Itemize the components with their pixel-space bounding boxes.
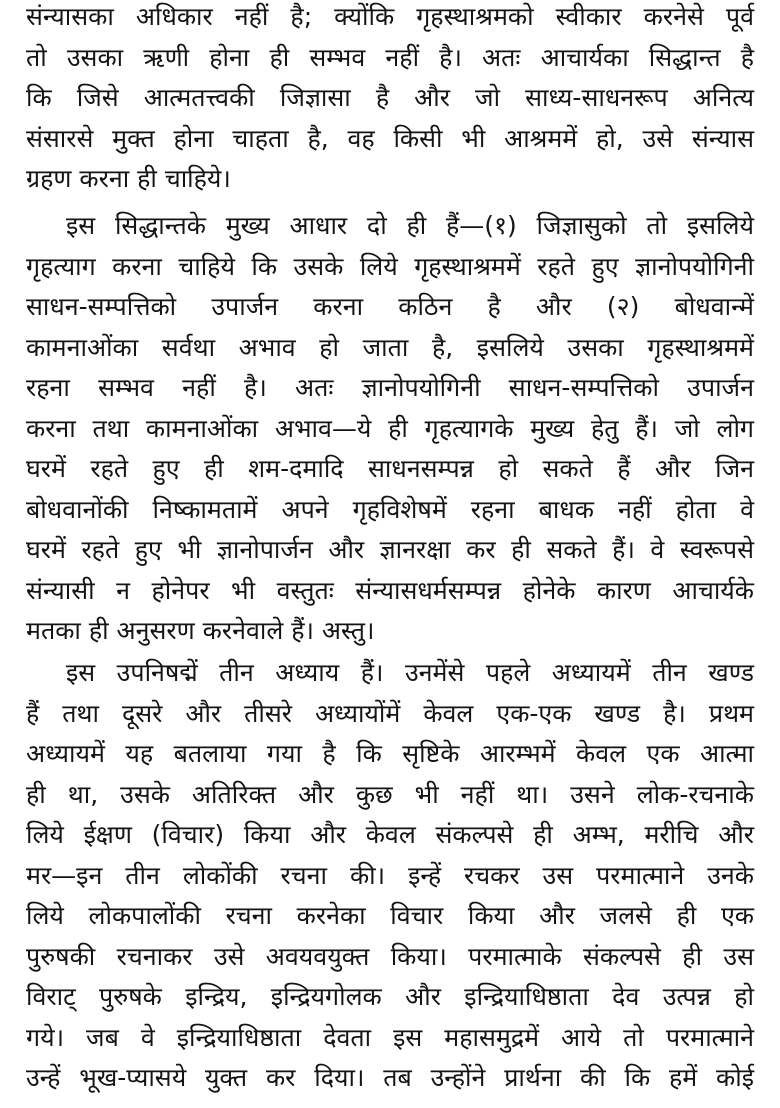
text-line: करना तथा कामनाओंका अभाव—ये ही गृहत्यागके मुख्य हेतु हैं। जो लोग <box>26 413 754 443</box>
text-line: बोधवानोंकी निष्कामतामें अपने गृहविशेषमें रहना बाधक नहीं होता वे <box>26 494 754 524</box>
text-line: तो उसका ऋणी होना ही सम्भव नहीं है। अतः आचार्यका सिद्धान्त है <box>26 42 754 72</box>
text-line: गृहत्याग करना चाहिये कि उसके लिये गृहस्थाश्रममें रहते हुए ज्ञानोपयोगिनी <box>26 251 754 281</box>
text-line: गये। जब वे इन्द्रियाधिष्ठाता देवता इस महासमुद्रमें आये तो परमात्माने <box>26 1022 754 1052</box>
text-line: घरमें रहते हुए ही शम-दमादि साधनसम्पन्न हो सकते हैं और जिन <box>26 454 754 483</box>
text-line: इस सिद्धान्तके मुख्य आधार दो ही हैं—(१) जिज्ञासुको तो इसलिये <box>66 211 754 240</box>
text-line: मर—इन तीन लोकोंकी रचना की। इन्हें रचकर उस परमात्माने उनके <box>26 860 754 890</box>
text-line: विराट् पुरुषके इन्द्रिय, इन्द्रियगोलक और इन्द्रियाधिष्ठाता देव उत्पन्न हो <box>26 982 754 1011</box>
paragraph-2 <box>26 206 754 652</box>
text-line: कि जिसे आत्मतत्त्वकी जिज्ञासा है और जो साध्य-साधनरूप अनित्य <box>26 83 754 112</box>
text-line: उन्हें भूख-प्यासये युक्त कर दिया। तब उन्होंने प्रार्थना की कि हमें कोई <box>26 1063 754 1092</box>
paragraph-3 <box>26 653 754 1099</box>
text-line: पुरुषकी रचनाकर उसे अवयवयुक्त किया। परमात्माके संकल्पसे ही उस <box>26 941 754 971</box>
text-line: लिये लोकपालोंकी रचना करनेका विचार किया और जलसे ही एक <box>26 901 754 930</box>
text-line: संसारसे मुक्त होना चाहता है, वह किसी भी आश्रममें हो, उसे संन्यास <box>26 123 754 153</box>
text-line: ही था, उसके अतिरिक्त और कुछ भी नहीं था। उसने लोक-रचनाके <box>26 779 754 809</box>
text-line: अध्यायमें यह बतलाया गया है कि सृष्टिके आरम्भमें केवल एक आत्मा <box>26 739 754 768</box>
text-line: रहना सम्भव नहीं है। अतः ज्ञानोपयोगिनी साधन-सम्पत्तिको उपार्जन <box>26 373 754 402</box>
text-line: लिये ईक्षण (विचार) किया और केवल संकल्पसे ही अम्भ, मरीचि और <box>26 820 754 849</box>
text-line: ग्रहण करना ही चाहिये। <box>26 164 231 193</box>
text-line: साधन-सम्पत्तिको उपार्जन करना कठिन है और (२) बोधवान्में <box>26 292 754 321</box>
text-line: संन्यासी न होनेपर भी वस्तुतः संन्यासधर्मसम्पन्न होनेके कारण आचार्यके <box>26 575 754 605</box>
text-line: संन्यासका अधिकार नहीं है; क्योंकि गृहस्थाश्रमको स्वीकार करनेसे पूर्व <box>26 2 754 31</box>
text-line: हैं तथा दूसरे और तीसरे अध्यायोंमें केवल एक-एक खण्ड है। प्रथम <box>26 698 754 728</box>
text-line: इस उपनिषद्में तीन अध्याय हैं। उनमेंसे पहले अध्यायमें तीन खण्ड <box>66 658 754 687</box>
text-line: कामनाओंका सर्वथा अभाव हो जाता है, इसलिये उसका गृहस्थाश्रममें <box>26 332 754 362</box>
paragraph-1 <box>26 0 754 200</box>
text-line: घरमें रहते हुए भी ज्ञानोपार्जन और ज्ञानरक्षा कर ही सकते हैं। वे स्वरूपसे <box>26 535 754 564</box>
text-line: मतका ही अनुसरण करनेवाले हैं। अस्तु। <box>26 616 375 645</box>
